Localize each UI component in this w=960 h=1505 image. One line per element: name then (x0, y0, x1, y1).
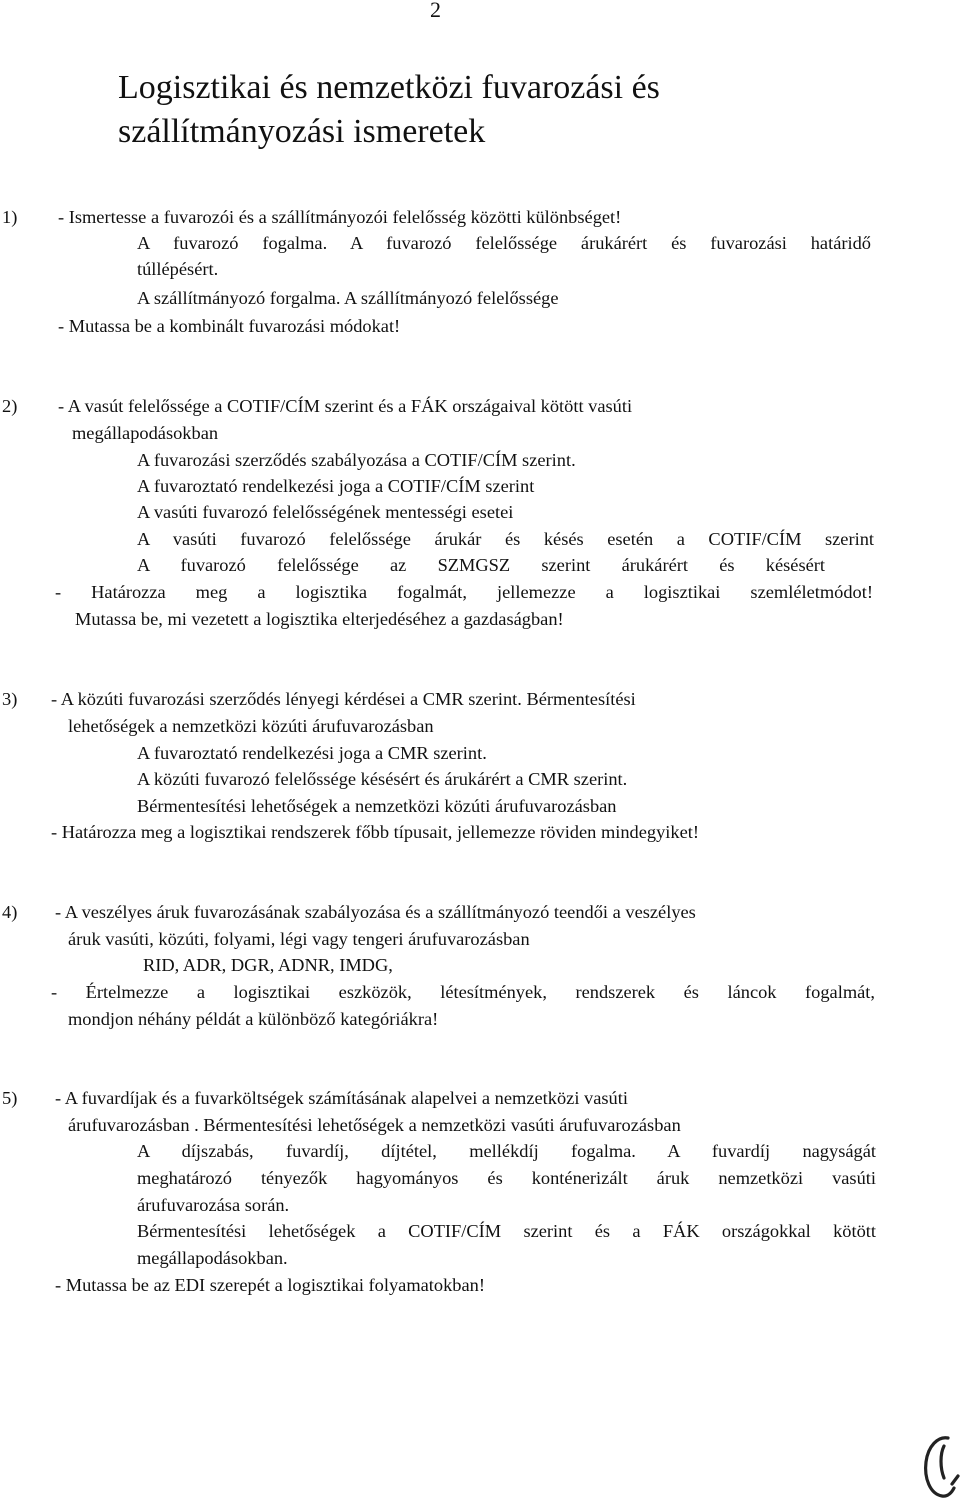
subtopic-line: A vasúti fuvarozó felelőssége árukár és késés esetén a COTIF/CÍM szerint (137, 529, 874, 549)
document-title (118, 66, 878, 154)
section-number: 1) (2, 207, 18, 227)
question-line: árufuvarozásban . Bérmentesítési lehetőségek a nemzetközi vasúti árufuvarozásban (68, 1115, 681, 1135)
section-number: 4) (2, 902, 18, 922)
subtopic-line: A közúti fuvarozó felelőssége késésért és árukárért a CMR szerint. (137, 769, 628, 789)
subtopic-line: A vasúti fuvarozó felelősségének mentességi esetei (137, 502, 514, 522)
question-line: megállapodásokban (72, 423, 219, 443)
question-line: - Határozza meg a logisztika fogalmát, jellemezze a logisztikai szemléletmódot! (55, 582, 873, 602)
question-line: - Mutassa be a kombinált fuvarozási módokat! (58, 316, 401, 336)
question-line: mondjon néhány példát a különböző kategóriákra! (68, 1009, 439, 1029)
subtopic-line: A szállítmányozó forgalma. A szállítmányozó felelőssége (137, 288, 559, 308)
page-number: 2 (430, 0, 441, 22)
subtopic-line: A fuvarozó fogalma. A fuvarozó felelőssége árukárért és fuvarozási határidő (137, 233, 871, 253)
subtopic-line: Bérmentesítési lehetőségek a COTIF/CÍM szerint és a FÁK országokkal kötött (137, 1221, 876, 1241)
question-line: Mutassa be, mi vezetett a logisztika elterjedéséhez a gazdaságban! (75, 609, 564, 629)
handwritten-mark (918, 1432, 960, 1502)
question-line: - Határozza meg a logisztikai rendszerek főbb típusait, jellemezze röviden mindegyiket! (51, 822, 700, 842)
section-number: 2) (2, 396, 18, 416)
question-line: - A vasút felelőssége a COTIF/CÍM szerint és a FÁK országaival kötött vasúti (58, 396, 633, 416)
subtopic-line: A fuvaroztató rendelkezési joga a COTIF/CÍM szerint (137, 476, 535, 496)
subtopic-line: A díjszabás, fuvardíj, díjtétel, mellékdíj fogalma. A fuvardíj nagyságát (137, 1141, 876, 1161)
question-line: - A közúti fuvarozási szerződés lényegi kérdései a CMR szerint. Bérmentesítési (51, 689, 636, 709)
question-line: - Ismertesse a fuvarozói és a szállítmányozói felelősség közötti különbséget! (58, 207, 622, 227)
subtopic-line: megállapodásokban. (137, 1248, 288, 1268)
question-line: áruk vasúti, közúti, folyami, légi vagy tengeri árufuvarozásban (68, 929, 530, 949)
subtopic-line: A fuvaroztató rendelkezési joga a CMR szerint. (137, 743, 487, 763)
section-number: 3) (2, 689, 18, 709)
subtopic-line: RID, ADR, DGR, ADNR, IMDG, (143, 955, 393, 975)
subtopic-line: túllépésért. (137, 259, 219, 279)
subtopic-line: A fuvarozó felelőssége az SZMGSZ szerint árukárért és késésért (137, 555, 825, 575)
subtopic-line: Bérmentesítési lehetőségek a nemzetközi közúti árufuvarozásban (137, 796, 617, 816)
question-line: - Értelmezze a logisztikai eszközök, létesítmények, rendszerek és láncok fogalmát, (51, 982, 875, 1002)
question-line: lehetőségek a nemzetközi közúti árufuvarozásban (68, 716, 434, 736)
question-line: - A veszélyes áruk fuvarozásának szabályozása és a szállítmányozó teendői a veszélyes (55, 902, 696, 922)
title-line-2: szállítmányozási ismeretek (118, 113, 486, 150)
question-line: - Mutassa be az EDI szerepét a logisztikai folyamatokban! (55, 1275, 485, 1295)
question-line: - A fuvardíjak és a fuvarköltségek számításának alapelvei a nemzetközi vasúti (55, 1088, 628, 1108)
section-number: 5) (2, 1088, 18, 1108)
title-line-1: Logisztikai és nemzetközi fuvarozási és (118, 69, 660, 106)
subtopic-line: A fuvarozási szerződés szabályozása a COTIF/CÍM szerint. (137, 450, 576, 470)
subtopic-line: árufuvarozása során. (137, 1195, 290, 1215)
subtopic-line: meghatározó tényezők hagyományos és konténerizált áruk nemzetközi vasúti (137, 1168, 876, 1188)
